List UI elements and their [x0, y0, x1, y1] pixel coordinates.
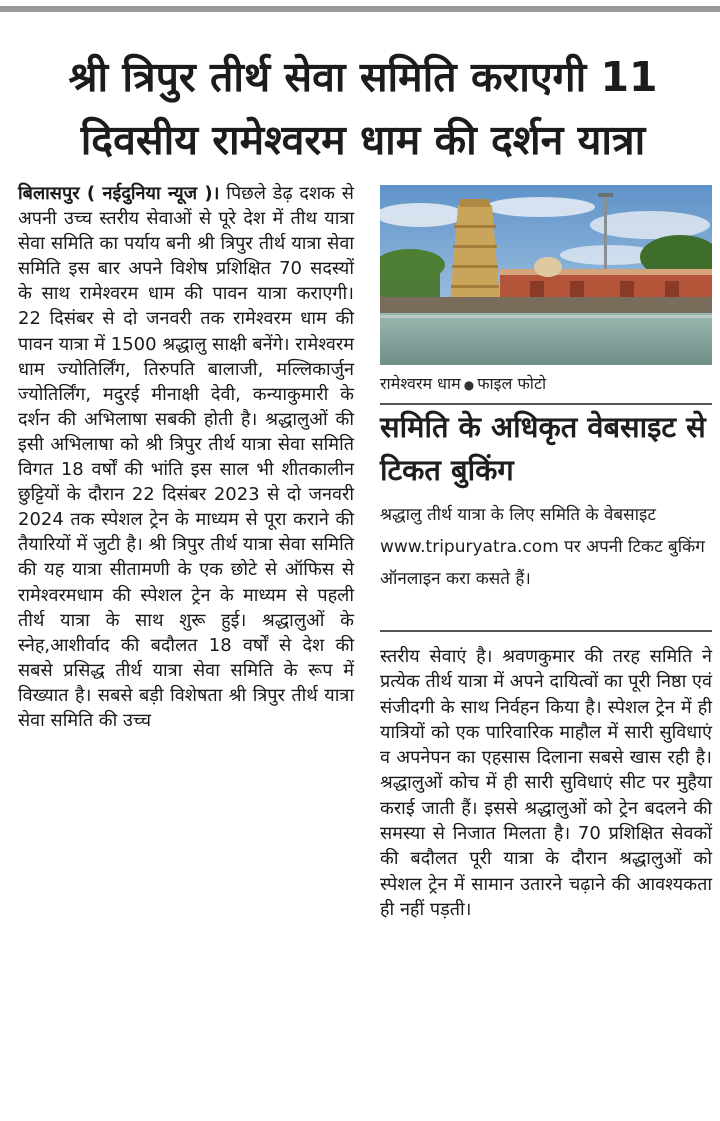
- dateline: बिलासपुर ( नईदुनिया न्यूज )।: [18, 183, 220, 204]
- article-body-right: स्तरीय सेवाएं है। श्रवणकुमार की तरह समिति ने प्रत्येक तीर्थ यात्रा में अपने दायित्वों का पूरी निष्ठा एवं संजीदगी के साथ निर्वहन किया है। स्पेशल ट्रेन में ही यात्रियों को एक पारिवारिक माहौल में सारी सुविधाएं व अपनेपन का एहसास दिलाना सबसे खास रही है। श्रद्धालुओं कोच में ही सारी सुविधाएं सीट पर मुहैया कराई जाती हैं। इससे श्रद्धालुओं को ट्रेन बदलने की समस्या से निजात मिलता है। 70 प्रशिक्षित सेवकों की बदौलत पूरी यात्रा के दौरान श्रद्धालुओं को स्पेशल ट्रेन में सामान उतारने चढ़ाने की आवश्यकता ही नहीं पड़ती।: [380, 646, 712, 920]
- headline: श्री त्रिपुर तीर्थ सेवा समिति कराएगी 11 दिवसीय रामेश्वरम धाम की दर्शन यात्रा: [68, 53, 658, 164]
- caption-place: रामेश्वरम धाम: [380, 374, 461, 393]
- sidebar-subhead: समिति के अधिकृत वेबसाइट से टिकत बुकिंग: [380, 410, 706, 487]
- sidebar-text: श्रद्धालु तीर्थ यात्रा के लिए समिति के वेबसाइट www.tripuryatra.com पर अपनी टिकट बुकिंग ऑनलाइन करा कसते हैं।: [380, 505, 705, 589]
- divider: [380, 630, 712, 632]
- top-border: [0, 0, 720, 13]
- temple-photo: [380, 185, 712, 365]
- photo-caption: [380, 373, 712, 396]
- divider: [380, 403, 712, 405]
- article-body-left: [18, 181, 354, 733]
- caption-credit: फाइल फोटो: [477, 374, 547, 393]
- body-text-left: पिछले डेढ़ दशक से अपनी उच्च स्तरीय सेवाओं से पूरे देश में तीथ यात्रा सेवा समिति का पर्याय बनी श्री त्रिपुर तीर्थ यात्रा सेवा समिति इस बार अपने विशेष प्रशिक्षित 70 सदस्यों के साथ रामेश्वरम धाम की पावन यात्रा कराएगी। 22 दिसंबर से दो जनवरी तक रामेश्वरम धाम की पावन यात्रा में 1500 श्रद्धालु साक्षी बनेंगे। रामेश्वरम धाम ज्योतिर्लिंग, तिरुपति बालाजी, मल्लिकार्जुन ज्योतिर्लिंग, मदुरई मीनाक्षी देवी, कन्याकुमारी के दर्शन की अभिलाषा सबकी होती है। श्रद्धालुओं की इसी अभिलाषा को श्री त्रिपुर तीर्थ यात्रा सेवा समिति विगत 18 वर्षों की भांति इस साल भी शीतकालीन छुट्टियों के दौरान 22 दिसंबर 2023 से दो जनवरी 2024 तक स्पेशल ट्रेन के माध्यम से पूरा कराने की तैयारियों में जुटी है। श्री त्रिपुर तीर्थ यात्रा सेवा समिति की यह यात्रा सीतामणी के एक छोटे से ऑफिस से रामेश्वरमधाम की स्पेशल ट्रेन के माध्यम से पहली तीर्थ यात्रा के साथ शुरू हुई। श्रद्धालुओं के स्नेह,आशीर्वाद की बदौलत 18 वर्षों से देश की सबसे प्रसिद्ध तीर्थ यात्रा सेवा समिति के रूप में विख्यात है। सबसे बड़ी विशेषता श्री त्रिपुर तीर्थ यात्रा सेवा समिति की उच्च: [18, 183, 354, 731]
- bullet-icon: ●: [463, 378, 475, 392]
